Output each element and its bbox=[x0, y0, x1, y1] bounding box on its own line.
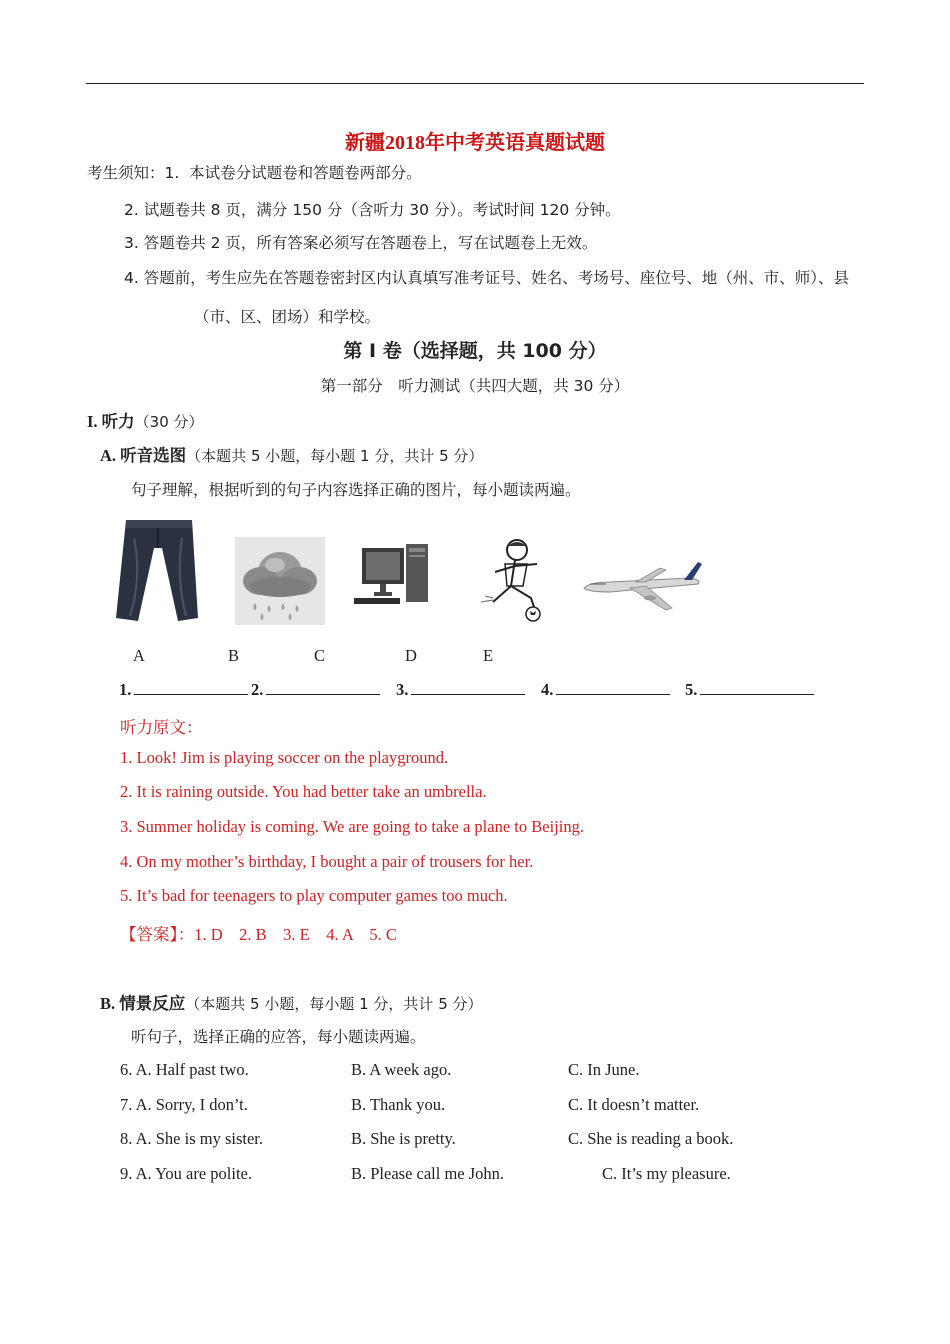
picture-label-c: C bbox=[314, 646, 326, 665]
section-b-desc: （本题共 5 小题，每小题 1 分，共计 5 分） bbox=[185, 995, 483, 1013]
answer-key-values: 1. D 2. B 3. E 4. A 5. C bbox=[194, 925, 397, 944]
section-1-score: （30 分） bbox=[134, 413, 204, 431]
picture-label-d: D bbox=[405, 646, 417, 665]
question-6-option-b: B. A week ago. bbox=[351, 1060, 452, 1079]
notice-item-3: 3. 答题卷共 2 页，所有答案必须写在答题卷上，写在试题卷上无效。 bbox=[124, 234, 598, 252]
answer-key-label: 【答案】： bbox=[120, 925, 195, 944]
page-title: 新疆2018年中考英语真题试题 bbox=[345, 132, 605, 154]
soccer-player-icon bbox=[475, 536, 567, 624]
transcript-line: 1. Look! Jim is playing soccer on the playground. bbox=[120, 748, 449, 767]
question-9-option-c: C. It’s my pleasure. bbox=[602, 1164, 731, 1183]
picture-label-b: B bbox=[228, 646, 240, 665]
transcript-line: 5. It’s bad for teenagers to play computer games too much. bbox=[120, 886, 508, 905]
answer-blank-5[interactable]: 5. bbox=[685, 680, 814, 700]
question-6-option-c: C. In June. bbox=[568, 1060, 640, 1079]
answer-blank-2[interactable]: 2. bbox=[251, 680, 380, 700]
section-b-label: B. 情景反应 bbox=[100, 994, 186, 1013]
rain-cloud-icon bbox=[235, 537, 325, 625]
answer-blank-3[interactable]: 3. bbox=[396, 680, 525, 700]
section-a-label: A. 听音选图 bbox=[100, 446, 187, 465]
question-7-option-a: 7. A. Sorry, I don’t. bbox=[120, 1095, 248, 1114]
section-a-heading bbox=[100, 442, 483, 466]
notice-line-1 bbox=[87, 161, 422, 183]
question-9-option-a: 9. A. You are polite. bbox=[120, 1164, 252, 1183]
computer-icon bbox=[352, 542, 432, 608]
section-1-label: I. 听力 bbox=[87, 412, 135, 431]
notice-item-4a: 4. 答题前，考生应先在答题卷密封区内认真填写准考证号、姓名、考场号、座位号、地（州、市、师）、县 bbox=[124, 269, 849, 287]
part-title: 第一部分 听力测试（共四大题，共 30 分） bbox=[320, 377, 630, 395]
question-8-option-a: 8. A. She is my sister. bbox=[120, 1129, 264, 1148]
section-a-desc: （本题共 5 小题，每小题 1 分，共计 5 分） bbox=[186, 447, 484, 465]
question-6-option-a: 6. A. Half past two. bbox=[120, 1060, 249, 1079]
notice-item-1: 本试卷分试题卷和答题卷两部分。 bbox=[189, 164, 422, 182]
trousers-icon bbox=[112, 518, 204, 624]
volume-title: 第 I 卷（选择题，共 100 分） bbox=[343, 340, 607, 362]
question-8-option-b: B. She is pretty. bbox=[351, 1129, 456, 1148]
section-a-instruction: 句子理解，根据听到的句子内容选择正确的图片，每小题读两遍。 bbox=[131, 481, 581, 499]
notice-item-2: 2. 试题卷共 8 页，满分 150 分（含听力 30 分）。考试时间 120 分钟。 bbox=[124, 201, 621, 219]
question-8-option-c: C. She is reading a book. bbox=[568, 1129, 734, 1148]
notice-item-4b: （市、区、团场）和学校。 bbox=[194, 308, 381, 326]
transcript-line: 2. It is raining outside. You had better take an umbrella. bbox=[120, 782, 487, 801]
airplane-icon bbox=[580, 554, 706, 616]
picture-label-a: A bbox=[133, 646, 145, 665]
question-7-option-c: C. It doesn’t matter. bbox=[568, 1095, 700, 1114]
transcript-label: 听力原文： bbox=[120, 718, 203, 737]
answer-blank-4[interactable]: 4. bbox=[541, 680, 670, 700]
transcript-line: 4. On my mother’s birthday, I bought a pair of trousers for her. bbox=[120, 852, 534, 871]
section-b-heading bbox=[100, 990, 483, 1014]
section-1-heading bbox=[87, 408, 204, 432]
header-rule bbox=[86, 83, 864, 84]
notice-heading: 考生须知：1. bbox=[87, 164, 180, 182]
answer-blank-1[interactable]: 1. bbox=[119, 680, 248, 700]
answer-key bbox=[120, 921, 397, 945]
question-7-option-b: B. Thank you. bbox=[351, 1095, 446, 1114]
section-b-instruction: 听句子，选择正确的应答，每小题读两遍。 bbox=[131, 1028, 426, 1046]
picture-label-e: E bbox=[483, 646, 494, 665]
transcript-line: 3. Summer holiday is coming. We are going to take a plane to Beijing. bbox=[120, 817, 584, 836]
question-9-option-b: B. Please call me John. bbox=[351, 1164, 505, 1183]
